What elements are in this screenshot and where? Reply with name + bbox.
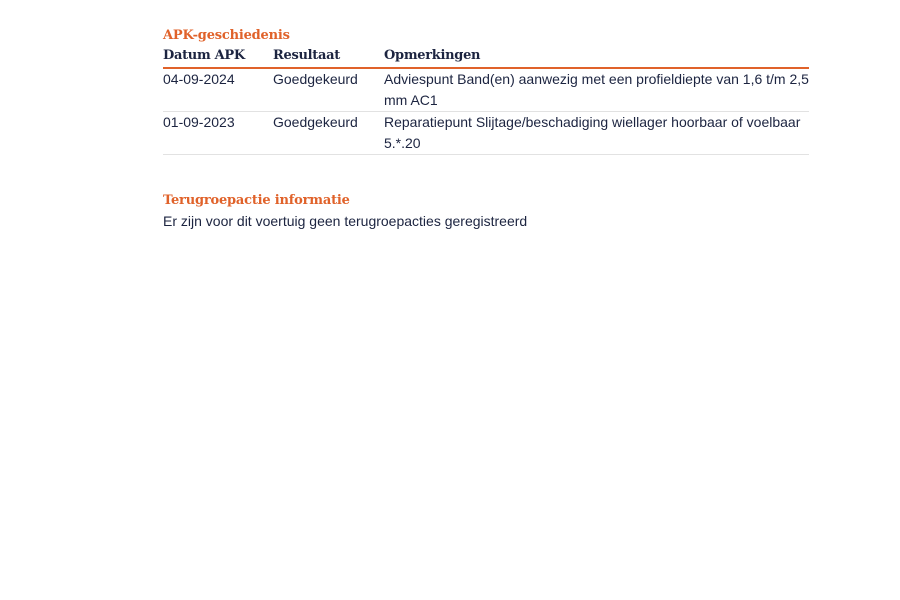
- column-header-date: Datum APK: [163, 47, 273, 68]
- column-header-remarks: Opmerkingen: [384, 47, 809, 68]
- apk-history-table: [163, 47, 809, 155]
- cell-result: Goedgekeurd: [273, 112, 384, 155]
- cell-result: Goedgekeurd: [273, 68, 384, 112]
- cell-date: 04-09-2024: [163, 68, 273, 112]
- table-header-row: [163, 47, 809, 68]
- column-header-result: Resultaat: [273, 47, 384, 68]
- recall-title: Terugroepactie informatie: [163, 193, 350, 208]
- recall-text: Er zijn voor dit voertuig geen terugroepacties geregistreerd: [163, 213, 528, 229]
- document-page: [163, 26, 809, 232]
- cell-date: 01-09-2023: [163, 112, 273, 155]
- table-row: [163, 112, 809, 155]
- cell-remarks: Reparatiepunt Slijtage/beschadiging wiellager hoorbaar of voelbaar 5.*.20: [384, 112, 809, 155]
- apk-history-section: [163, 26, 809, 155]
- recall-section: [163, 191, 809, 232]
- apk-history-title: APK-geschiedenis: [163, 28, 290, 43]
- cell-remarks: Adviespunt Band(en) aanwezig met een profieldiepte van 1,6 t/m 2,5 mm AC1: [384, 68, 809, 112]
- table-row: [163, 68, 809, 112]
